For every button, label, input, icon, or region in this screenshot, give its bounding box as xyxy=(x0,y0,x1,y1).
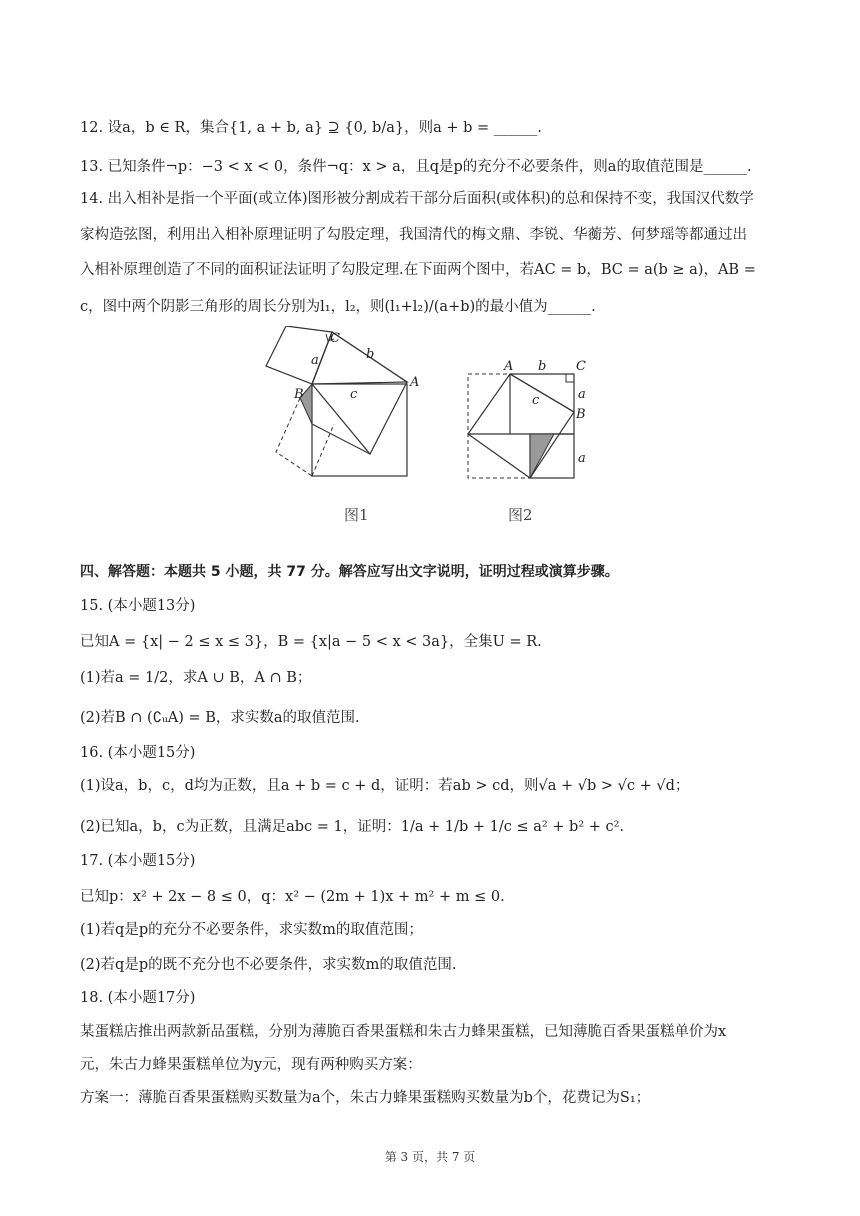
line-q17-2: (2)若q是p的既不充分也不必要条件，求实数m的取值范围. xyxy=(80,957,457,973)
section-heading: 四、解答题：本题共 5 小题，共 77 分。解答应写出文字说明，证明过程或演算步骤。 xyxy=(80,564,619,580)
fig1-label-B: B xyxy=(294,387,304,402)
line-q18-title: 18. (本小题17分) xyxy=(80,990,196,1006)
figure-2 xyxy=(462,356,612,486)
fig2-label-C: C xyxy=(576,359,586,374)
fig1-label-b: b xyxy=(366,347,375,362)
fig1-label-a: a xyxy=(311,353,319,368)
line-q13: 13. 已知条件¬p：−3 < x < 0，条件¬q：x > a，且q是p的充分不必要条件，则a的取值范围是______. xyxy=(80,159,752,175)
line-q15-2: (2)若B ∩ (∁ᵤA) = B，求实数a的取值范围. xyxy=(80,710,360,726)
fig2-rhombus xyxy=(468,374,574,478)
fig1-triangle xyxy=(312,332,407,384)
line-q16-title: 16. (本小题15分) xyxy=(80,745,196,761)
fig1-label-C: C xyxy=(330,331,340,346)
line-q15-title: 15. (本小题13分) xyxy=(80,598,196,614)
fig1-square-a xyxy=(266,326,332,384)
line-q14-4: c，图中两个阴影三角形的周长分别为l₁，l₂，则(l₁+l₂)/(a+b)的最小值为______. xyxy=(80,299,596,315)
fig2-label-a1: a xyxy=(578,387,586,402)
line-q14-2: 家构造弦图，利用出入相补原理证明了勾股定理，我国清代的梅文鼎、李锐、华蘅芳、何梦瑶等都通过出 xyxy=(80,227,747,243)
line-q16-2: (2)已知a，b，c为正数，且满足abc = 1，证明：1/a + 1/b + 1/c ≤ a² + b² + c². xyxy=(80,819,625,835)
fig2-label-c: c xyxy=(532,393,540,408)
line-q17-title: 17. (本小题15分) xyxy=(80,853,196,869)
fig1-label-c: c xyxy=(350,387,358,402)
fig2-shaded-triangle xyxy=(530,434,554,478)
line-q17-1: (1)若q是p的充分不必要条件，求实数m的取值范围； xyxy=(80,922,423,938)
line-q17-stem: 已知p：x² + 2x − 8 ≤ 0，q：x² − (2m + 1)x + m² + m ≤ 0. xyxy=(80,889,505,905)
fig1-label-A: A xyxy=(410,375,420,390)
fig2-label-a2: a xyxy=(578,451,586,466)
figure-1 xyxy=(262,326,442,496)
fig2-label-B: B xyxy=(576,407,586,422)
figure-2-caption: 图2 xyxy=(508,506,533,524)
fig1-square-c xyxy=(312,384,407,476)
line-q15-stem: 已知A = {x| − 2 ≤ x ≤ 3}，B = {x|a − 5 < x < 3a}，全集U = R. xyxy=(80,634,542,650)
line-q15-1: (1)若a = 1/2，求A ∪ B，A ∩ B； xyxy=(80,670,312,686)
line-q14-1: 14. 出入相补是指一个平面(或立体)图形被分割成若干部分后面积(或体积)的总和保持不变，我国汉代数学 xyxy=(80,191,754,207)
fig2-dashed-square xyxy=(468,374,574,478)
line-q18-1: 某蛋糕店推出两款新品蛋糕，分别为薄脆百香果蛋糕和朱古力蜂果蛋糕，已知薄脆百香果蛋糕单价为x xyxy=(80,1024,727,1040)
page-footer: 第 3 页，共 7 页 xyxy=(384,1150,476,1164)
fig2-top xyxy=(510,374,574,434)
fig2-label-A: A xyxy=(504,359,514,374)
line-q14-3: 入相补原理创造了不同的面积证法证明了勾股定理.在下面两个图中，若AC = b，BC = a(b ≥ a)，AB = xyxy=(80,262,756,278)
line-q16-1: (1)设a，b，c，d均为正数，且a + b = c + d，证明：若ab > cd，则√a + √b > √c + √d； xyxy=(80,778,690,794)
fig2-label-b: b xyxy=(538,359,547,374)
line-q18-2: 元，朱古力蜂果蛋糕单位为y元，现有两种购买方案： xyxy=(80,1057,422,1073)
line-q12: 12. 设a，b ∈ R，集合{1, a + b, a} ⊇ {0, b/a}，则a + b = ______. xyxy=(80,120,542,136)
figure-1-caption: 图1 xyxy=(344,506,369,524)
line-q18-3: 方案一：薄脆百香果蛋糕购买数量为a个，朱古力蜂果蛋糕购买数量为b个，花费记为S₁； xyxy=(80,1090,651,1106)
